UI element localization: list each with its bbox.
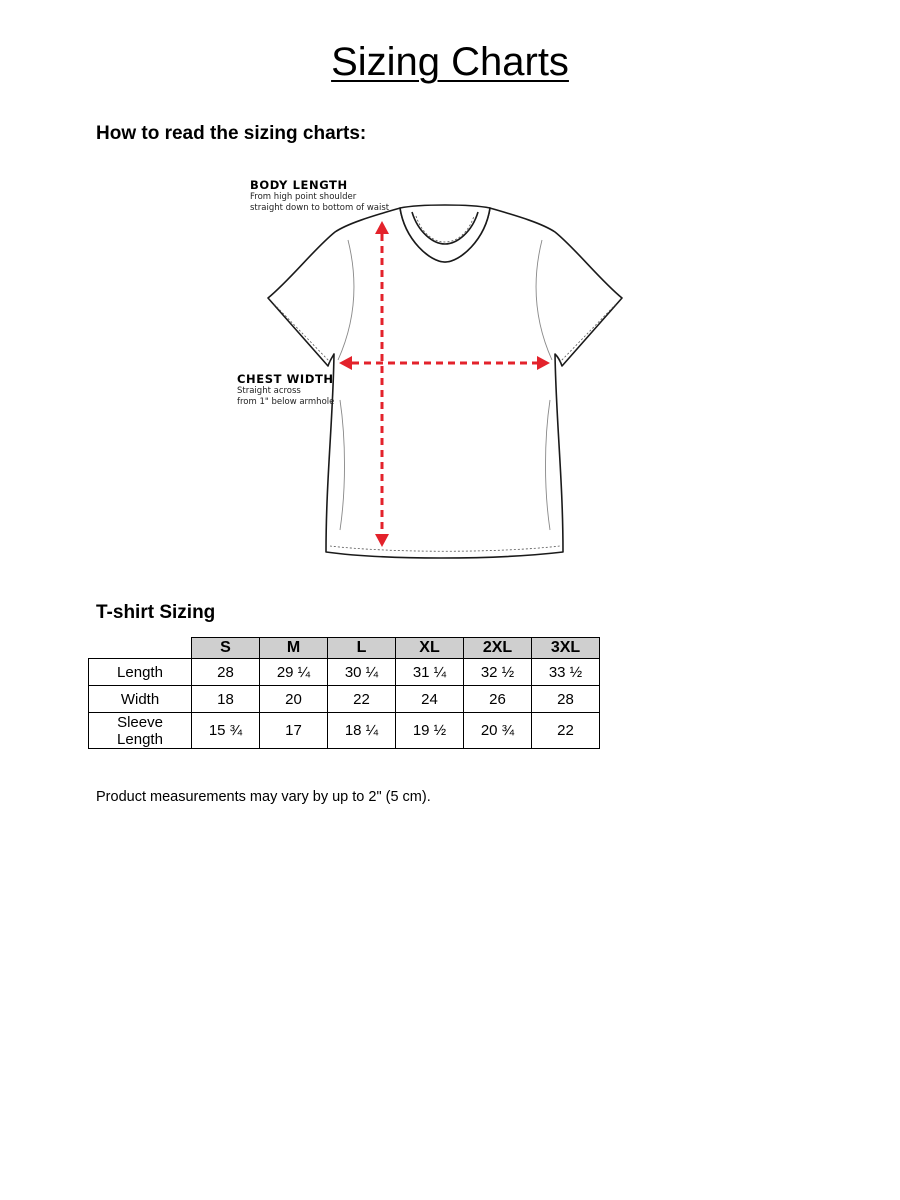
table-cell: 18 bbox=[192, 686, 260, 713]
row-label bbox=[89, 713, 192, 749]
row-label-line: Length bbox=[117, 663, 163, 681]
arrow-up-icon bbox=[375, 221, 389, 234]
table-cell: 33 ½ bbox=[532, 659, 600, 686]
arrow-right-icon bbox=[537, 356, 550, 370]
row-label-line: Sleeve bbox=[117, 713, 163, 731]
table-cell: 19 ½ bbox=[396, 713, 464, 749]
body-length-title: BODY LENGTH bbox=[250, 178, 348, 192]
table-cell: 28 bbox=[532, 686, 600, 713]
chest-width-desc-1: Straight across bbox=[237, 386, 301, 396]
table-cell: 22 bbox=[532, 713, 600, 749]
table-cell: 29 ¼ bbox=[260, 659, 328, 686]
size-header: 3XL bbox=[532, 638, 600, 659]
size-header: L bbox=[328, 638, 396, 659]
table-cell: 18 ¼ bbox=[328, 713, 396, 749]
body-length-desc-2: straight down to bottom of waist bbox=[250, 203, 390, 213]
measurement-arrows bbox=[230, 170, 630, 570]
chest-width-desc-2: from 1" below armhole bbox=[237, 397, 335, 407]
table-cell: 28 bbox=[192, 659, 260, 686]
table-cell: 31 ¼ bbox=[396, 659, 464, 686]
table-cell: 15 ¾ bbox=[192, 713, 260, 749]
size-header: 2XL bbox=[464, 638, 532, 659]
body-length-label bbox=[250, 178, 389, 214]
tshirt-diagram bbox=[230, 170, 630, 570]
row-label-line: Length bbox=[117, 730, 163, 748]
arrow-down-icon bbox=[375, 534, 389, 547]
row-label-line: Width bbox=[120, 690, 160, 708]
body-length-desc-1: From high point shoulder bbox=[250, 192, 357, 202]
table-row bbox=[89, 713, 600, 749]
size-header: XL bbox=[396, 638, 464, 659]
chest-width-title: CHEST WIDTH bbox=[237, 372, 334, 386]
table-cell: 32 ½ bbox=[464, 659, 532, 686]
page-title: Sizing Charts bbox=[331, 40, 569, 84]
tshirt-sizing-heading: T-shirt Sizing bbox=[96, 602, 216, 623]
row-label bbox=[89, 659, 192, 686]
table-cell: 22 bbox=[328, 686, 396, 713]
corner-cell bbox=[89, 638, 192, 659]
how-to-heading: How to read the sizing charts: bbox=[96, 123, 367, 144]
size-table bbox=[88, 637, 600, 749]
table-cell: 30 ¼ bbox=[328, 659, 396, 686]
table-cell: 20 bbox=[260, 686, 328, 713]
arrow-left-icon bbox=[339, 356, 352, 370]
table-cell: 26 bbox=[464, 686, 532, 713]
chest-width-label bbox=[237, 372, 334, 408]
table-cell: 24 bbox=[396, 686, 464, 713]
table-cell: 20 ¾ bbox=[464, 713, 532, 749]
size-header: S bbox=[192, 638, 260, 659]
size-header: M bbox=[260, 638, 328, 659]
table-row bbox=[89, 659, 600, 686]
row-label bbox=[89, 686, 192, 713]
table-cell: 17 bbox=[260, 713, 328, 749]
table-row bbox=[89, 686, 600, 713]
size-header-row bbox=[89, 638, 600, 659]
measurement-note: Product measurements may vary by up to 2" (5 cm). bbox=[96, 789, 431, 805]
